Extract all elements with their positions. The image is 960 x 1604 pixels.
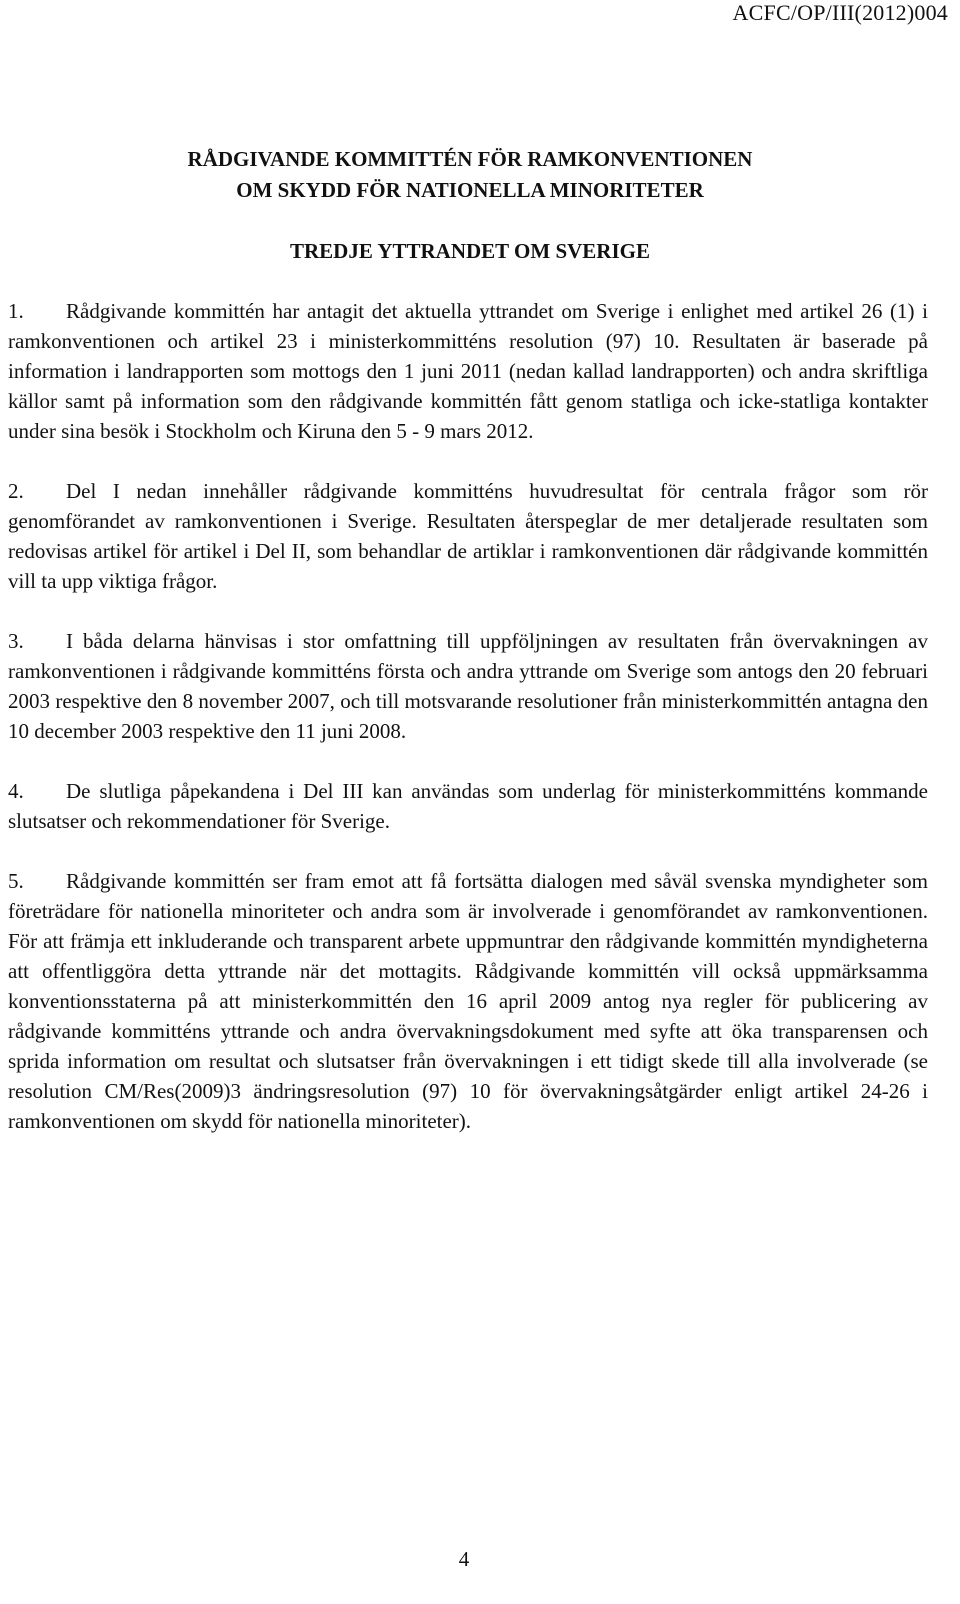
document-subtitle: TREDJE YTTRANDET OM SVERIGE bbox=[290, 239, 650, 263]
title-line-1: RÅDGIVANDE KOMMITTÉN FÖR RAMKONVENTIONEN bbox=[187, 147, 753, 171]
paragraph-text: Del I nedan innehåller rådgivande kommitténs huvudresultat för centrala frågor som rör genomförandet av ramkonventionen i Sverige. Resultaten återspeglar de mer detaljerade resultaten som redovisas artikel för artikel i Del II, som behandlar de artiklar i ramkonventionen där rådgivande kommittén vill ta upp viktiga frågor. bbox=[8, 479, 928, 593]
paragraph-text: I båda delarna hänvisas i stor omfattning till uppföljningen av resultaten från övervakningen av ramkonventionen i rådgivande kommitténs första och andra yttrande om Sverige som antogs den 20 februari 2003 respektive den 8 november 2007, och till motsvarande resolutioner från ministerkommittén antagna den 10 december 2003 respektive den 11 juni 2008. bbox=[8, 629, 928, 743]
paragraph-number: 2. bbox=[8, 479, 24, 503]
document-reference: ACFC/OP/III(2012)004 bbox=[732, 0, 948, 25]
document-title bbox=[0, 144, 940, 206]
paragraph-1 bbox=[8, 296, 928, 446]
document-body bbox=[8, 296, 928, 1166]
page-number: 4 bbox=[458, 1547, 470, 1571]
paragraph-5 bbox=[8, 866, 928, 1136]
paragraph-number: 1. bbox=[8, 299, 24, 323]
paragraph-number: 4. bbox=[8, 779, 24, 803]
title-line-2: OM SKYDD FÖR NATIONELLA MINORITETER bbox=[236, 178, 704, 202]
paragraph-text: De slutliga påpekandena i Del III kan användas som underlag för ministerkommitténs kommande slutsatser och rekommendationer för Sverige. bbox=[8, 779, 928, 833]
paragraph-number: 5. bbox=[8, 869, 24, 893]
paragraph-4 bbox=[8, 776, 928, 836]
paragraph-3 bbox=[8, 626, 928, 746]
paragraph-number: 3. bbox=[8, 629, 24, 653]
paragraph-text: Rådgivande kommittén har antagit det aktuella yttrandet om Sverige i enlighet med artikel 26 (1) i ramkonventionen och artikel 23 i ministerkommitténs resolution (97) 10. Resultaten är baserade på information i landrapporten som mottogs den 1 juni 2011 (nedan kallad landrapporten) och andra skriftliga källor samt på information som den rådgivande kommittén fått genom statliga och icke-statliga kontakter under sina besök i Stockholm och Kiruna den 5 - 9 mars 2012. bbox=[8, 299, 928, 443]
paragraph-2 bbox=[8, 476, 928, 596]
paragraph-text: Rådgivande kommittén ser fram emot att få fortsätta dialogen med såväl svenska myndigheter som företrädare för nationella minoriteter och andra som är involverade i genomförandet av ramkonventionen. För att främja ett inkluderande och transparent arbete uppmuntrar den rådgivande kommittén myndigheterna att offentliggöra detta yttrande när det mottagits. Rådgivande kommittén vill också uppmärksamma konventionsstaterna på att ministerkommittén den 16 april 2009 antog nya regler för publicering av rådgivande kommitténs yttrande och andra övervakningsdokument med syfte att öka transparensen och sprida information om resultat och slutsatser från övervakningen i ett tidigt skede till alla involverade (se resolution CM/Res(2009)3 ändringsresolution (97) 10 för övervakningsåtgärder enligt artikel 24-26 i ramkonventionen om skydd för nationella minoriteter). bbox=[8, 869, 928, 1133]
